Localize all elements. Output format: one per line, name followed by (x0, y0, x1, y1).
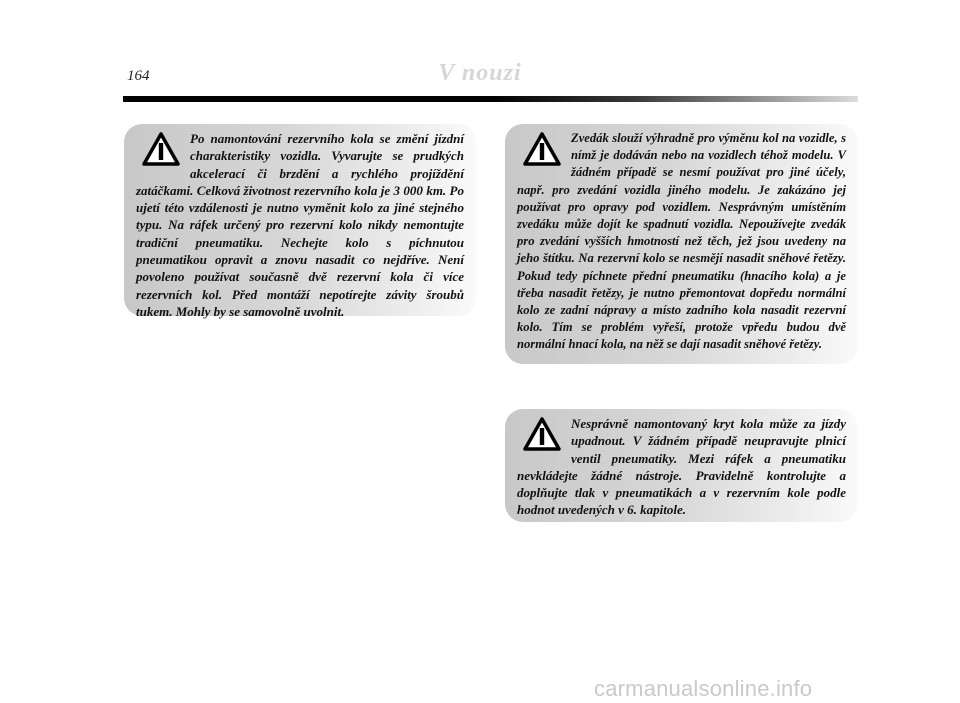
warning-box-jack (505, 124, 858, 364)
warning-triangle-icon (523, 132, 561, 166)
section-title: V nouzi (438, 60, 522, 86)
header-rule (123, 96, 858, 102)
warning-box-wheel-cover (505, 409, 858, 522)
warning-box-spare-wheel (124, 124, 476, 319)
warning-triangle-icon (523, 417, 561, 451)
warning-text: Zvedák slouží výhradně pro výměnu kol na vozidle, s nímž je dodáván nebo na vozidlech téhož modelu. V žádném případě se nesmí používat pro jiné účely, např. pro zvedání vozidla jiného modelu. Je zakázáno jej používat pro opravy pod vozidlem. Nesprávným umístěním zvedáku může dojít ke spadnutí vozidla. Nepoužívejte zvedák pro zvedání vyšších hmotností než těch, jež jsou uvedeny na jeho štítku. Na rezervní kolo se nesmějí nasadit sněhové řetězy. Pokud tedy píchnete přední pneumatiku (hnacího kola) a je třeba nasadit řetězy, je nutno přemontovat dopředu normální kolo ze zadní nápravy a místo zadního kola nasadit rezervní kolo. Tím se problém vyřeší, protože vpředu budou dvě normální hnací kola, na něž se dají nasadit sněhové řetězy. (517, 131, 846, 352)
watermark: carmanualsonline.info (594, 676, 813, 701)
warning-text: Nesprávně namontovaný kryt kola může za jízdy upadnout. V žádném případě neupravujte plnicí ventil pneumatiky. Mezi ráfek a pneumatiku nevkládejte žádné nástroje. Pravidelně kontrolujte a doplňujte tlak v pneumatikách a v rezervním kole podle hodnot uvedených v 6. kapitole. (517, 416, 846, 518)
page-number: 164 (127, 68, 150, 84)
warning-text: Po namontování rezervního kola se změní jízdní charakteristiky vozidla. Vyvarujte se prudkých akcelerací či brzdění a rychlého projíždění zatáčkami. Celková životnost rezervního kola je 3 000 km. Po ujetí této vzdálenosti je nutno vyměnit kolo za jiné stejného typu. Na ráfek určený pro rezervní kolo nikdy nemontujte tradiční pneumatiku. Nechejte kolo s píchnutou pneumatikou opravit a znovu nasadit co nejdříve. Není povoleno používat současně dvě rezervní kola či více rezervních kol. Před montáží nepotírejte závity šroubů tukem. Mohly by se samovolně uvolnit. (136, 131, 464, 319)
warning-triangle-icon (142, 132, 180, 166)
